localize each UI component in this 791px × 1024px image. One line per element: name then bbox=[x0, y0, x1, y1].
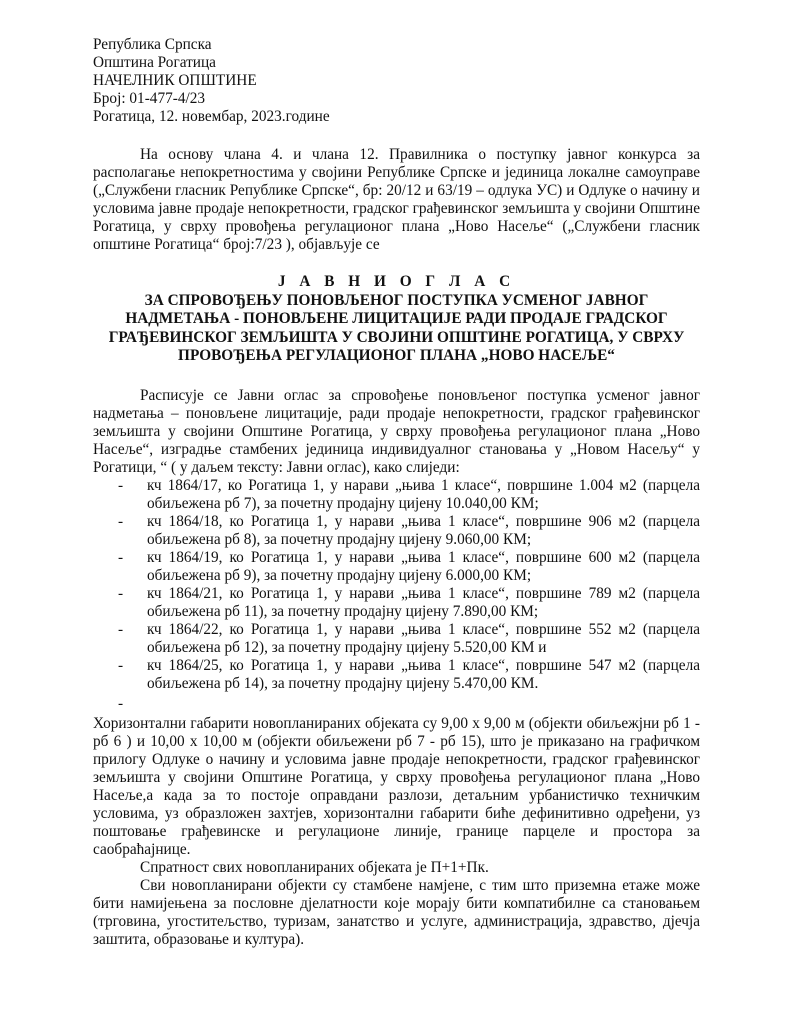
parcel-text: кч 1864/21, ко Рогатица 1, у нарави „њива 1 класе“, површине 789 м2 (парцела обиљежена рб 11), за почетну продајну цијену 7.890,00 КМ; bbox=[147, 584, 700, 620]
title-line-2: ЗА СПРОВОЂЕЊУ ПОНОВЉЕНОГ ПОСТУПКА УСМЕНОГ ЈАВНОГ bbox=[144, 291, 649, 309]
parcel-item bbox=[93, 585, 700, 621]
header-municipality: Општина Рогатица bbox=[93, 54, 216, 71]
header-reference-number: Број: 01-477-4/23 bbox=[93, 90, 206, 107]
bullet-dash: - bbox=[118, 476, 124, 494]
bullet-dash: - bbox=[118, 620, 124, 638]
parcel-text: кч 1864/18, ко Рогатица 1, у нарави „њива 1 класе“, површине 906 м2 (парцела обиљежена рб 8), за почетну продајну цијену 9.060,00 КМ; bbox=[147, 512, 700, 548]
parcel-list bbox=[93, 477, 700, 693]
header-date: Рогатица, 12. новембар, 2023.године bbox=[93, 108, 330, 125]
document-page bbox=[93, 36, 700, 949]
document-title bbox=[93, 273, 700, 366]
parcel-item bbox=[93, 477, 700, 513]
parcel-text: кч 1864/25, ко Рогатица 1, у нарави „њива 1 класе“, површине 547 м2 (парцела обиљежена рб 14), за почетну продајну цијену 5.470,00 КМ. bbox=[147, 656, 700, 692]
empty-bullet: - bbox=[118, 694, 124, 712]
header-mayor: НАЧЕЛНИК ОПШТИНЕ bbox=[93, 72, 257, 89]
parcel-item bbox=[93, 549, 700, 585]
title-line-4: ГРАЂЕВИНСКОГ ЗЕМЉИШТА У СВОЈИНИ ОПШТИНЕ РОГАТИЦА, У СВРХУ bbox=[108, 328, 685, 346]
parcel-text: кч 1864/17, ко Рогатица 1, у нарави „њива 1 класе“, површине 1.004 м2 (парцела обиљежена рб 7), за почетну продајну цијену 10.040,00 КМ; bbox=[147, 476, 700, 512]
parcel-item bbox=[93, 657, 700, 693]
parcel-item bbox=[93, 621, 700, 657]
announcement-paragraph: Расписује се Јавни оглас за спровођење поновљеног поступка усменог јавног надметања – поновљене лицитације, ради продаје непокретности, градског грађевинског земљишта у својини Општине Рогатица, у сврху провођења регулационог плана „Ново Насеље“, изградње стамбених јединица индивидуалног становања у „Новом Насељу“ у Рогатици, “ ( у даљем тексту: Јавни оглас), како слиједи: bbox=[93, 386, 700, 476]
parcel-item bbox=[93, 513, 700, 549]
intro-paragraph: На основу члана 4. и члана 12. Правилника о поступку јавног конкурса за располагање непокретностима у својини Републике Српске и јединица локалне самоуправе („Службени гласник Републике Српске“, бр: 20/12 и 63/19 – одлука УС) и Одлуке о начину и условима јавне продаје непокретности, градског грађевинског земљишта у својини Општине Рогатица, у сврху провођења регулационог плана „Ново Насеље“ („Службени гласник општине Рогатица“ број:7/23 ), објављује се bbox=[93, 146, 700, 253]
parcel-text: кч 1864/22, ко Рогатица 1, у нарави „њива 1 класе“, површине 552 м2 (парцела обиљежена рб 12), за почетну продајну цијену 5.520,00 КМ и bbox=[147, 620, 700, 656]
dimensions-paragraph: Хоризонтални габарити новопланираних објеката су 9,00 х 9,00 м (објекти обиљежјни рб 1 - рб 6 ) и 10,00 х 10,00 м (објекти обиљежени рб 7 - рб 15), што је приказано на графичком прилогу Одлуке о начину и условима јавне продаје непокретности, градског грађевинског земљишта у својини Општине Рогатица, у сврху провођења регулационог плана „Ново Насеље,а када за то постоје оправдани разлози, детаљним урбанистичко техничким условима, уз образложен захтјев, хоризонтални габарити биће дефинитивно одређени, уз поштовање грађевинске и регулационе линије, границе парцеле и простора за саобраћајнице. bbox=[93, 714, 700, 858]
bullet-dash: - bbox=[118, 656, 124, 674]
floors-paragraph: Спратност свих новопланираних објеката је П+1+Пк. bbox=[140, 858, 489, 876]
header-republic: Република Српска bbox=[93, 36, 212, 53]
title-public-notice: Ј А В Н И О Г Л А С bbox=[277, 273, 516, 290]
bullet-dash: - bbox=[118, 512, 124, 530]
parcel-text: кч 1864/19, ко Рогатица 1, у нарави „њива 1 класе“, површине 600 м2 (парцела обиљежена рб 9), за почетну продајну цијену 6.000,00 КМ; bbox=[147, 548, 700, 584]
title-line-3: НАДМЕТАЊА - ПОНОВЉЕНЕ ЛИЦИТАЦИЈЕ РАДИ ПРОДАЈЕ ГРАДСКОГ bbox=[125, 310, 668, 327]
letterhead bbox=[93, 36, 700, 126]
bullet-dash: - bbox=[118, 584, 124, 602]
title-line-5: ПРОВОЂЕЊА РЕГУЛАЦИОНОГ ПЛАНА „НОВО НАСЕЉЕ“ bbox=[178, 347, 615, 364]
purpose-paragraph: Сви новопланирани објекти су стамбене намјене, с тим што приземна етаже може бити намијењена за пословне дјелатности које морају бити компатибилне са становањем (трговина, угоститељство, туризам, занатство и услуге, администрација, здравство, дјечја заштита, образовање и култура). bbox=[93, 876, 700, 948]
bullet-dash: - bbox=[118, 548, 124, 566]
